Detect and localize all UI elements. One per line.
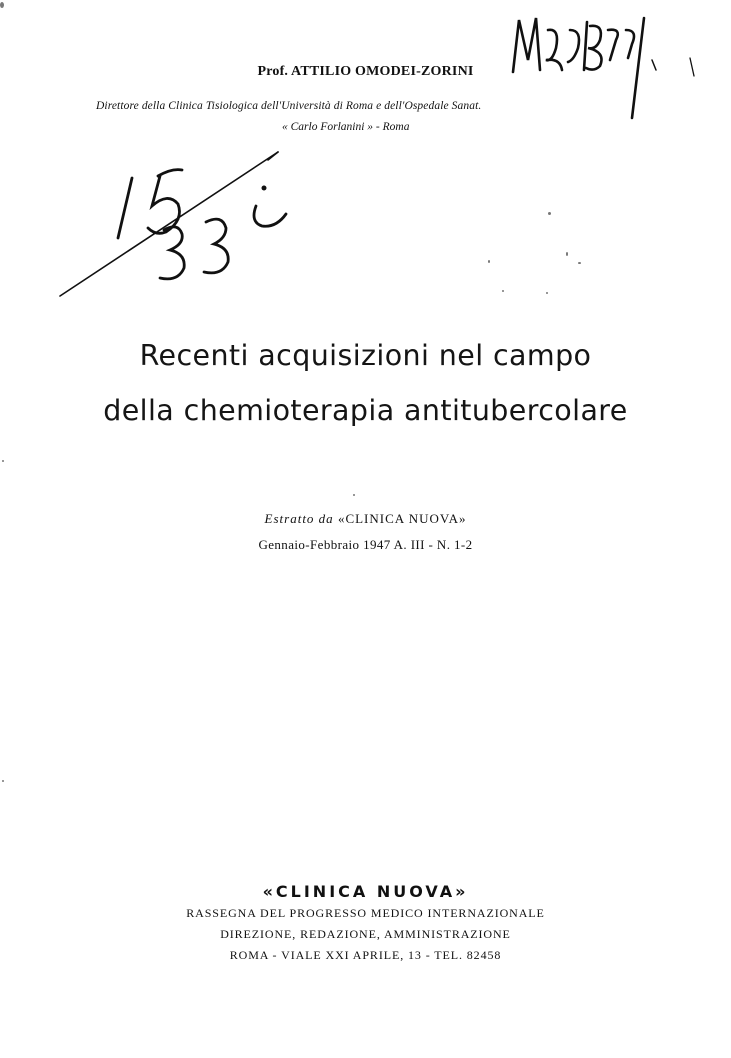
scan-speck [502, 290, 504, 292]
scan-speck [578, 262, 581, 264]
journal-departments: DIREZIONE, REDAZIONE, AMMINISTRAZIONE [220, 927, 511, 941]
extract-journal: «CLINICA NUOVA» [337, 511, 467, 526]
issue-info: Gennaio-Febbraio 1947 A. III - N. 1-2 [258, 537, 473, 552]
scan-speck [2, 460, 4, 462]
extract-prefix: Estratto da [264, 511, 334, 526]
journal-subtitle: RASSEGNA DEL PROGRESSO MEDICO INTERNAZIONALE [186, 906, 545, 920]
scan-speck [0, 2, 4, 8]
scan-speck [548, 212, 551, 215]
scan-speck [488, 260, 490, 263]
author-name: Prof. ATTILIO OMODEI-ZORINI [257, 64, 474, 79]
extract-note [0, 511, 731, 527]
journal-address: ROMA - VIALE XXI APRILE, 13 - TEL. 82458 [229, 948, 502, 962]
author-affiliation: Direttore della Clinica Tisiologica dell'Università di Roma e dell'Ospedale Sanat. [96, 100, 482, 112]
author-affiliation-place: « Carlo Forlanini » - Roma [282, 121, 410, 133]
scan-speck [353, 494, 355, 496]
document-title-line2: della chemioterapia antitubercolare [103, 394, 628, 427]
document-title-line1: Recenti acquisizioni nel campo [139, 339, 592, 372]
handwritten-catalog-numbers [60, 152, 286, 296]
scan-speck [2, 780, 4, 782]
scan-speck [546, 292, 548, 294]
scan-speck [566, 252, 568, 256]
journal-name: «CLINICA NUOVA» [262, 882, 469, 901]
